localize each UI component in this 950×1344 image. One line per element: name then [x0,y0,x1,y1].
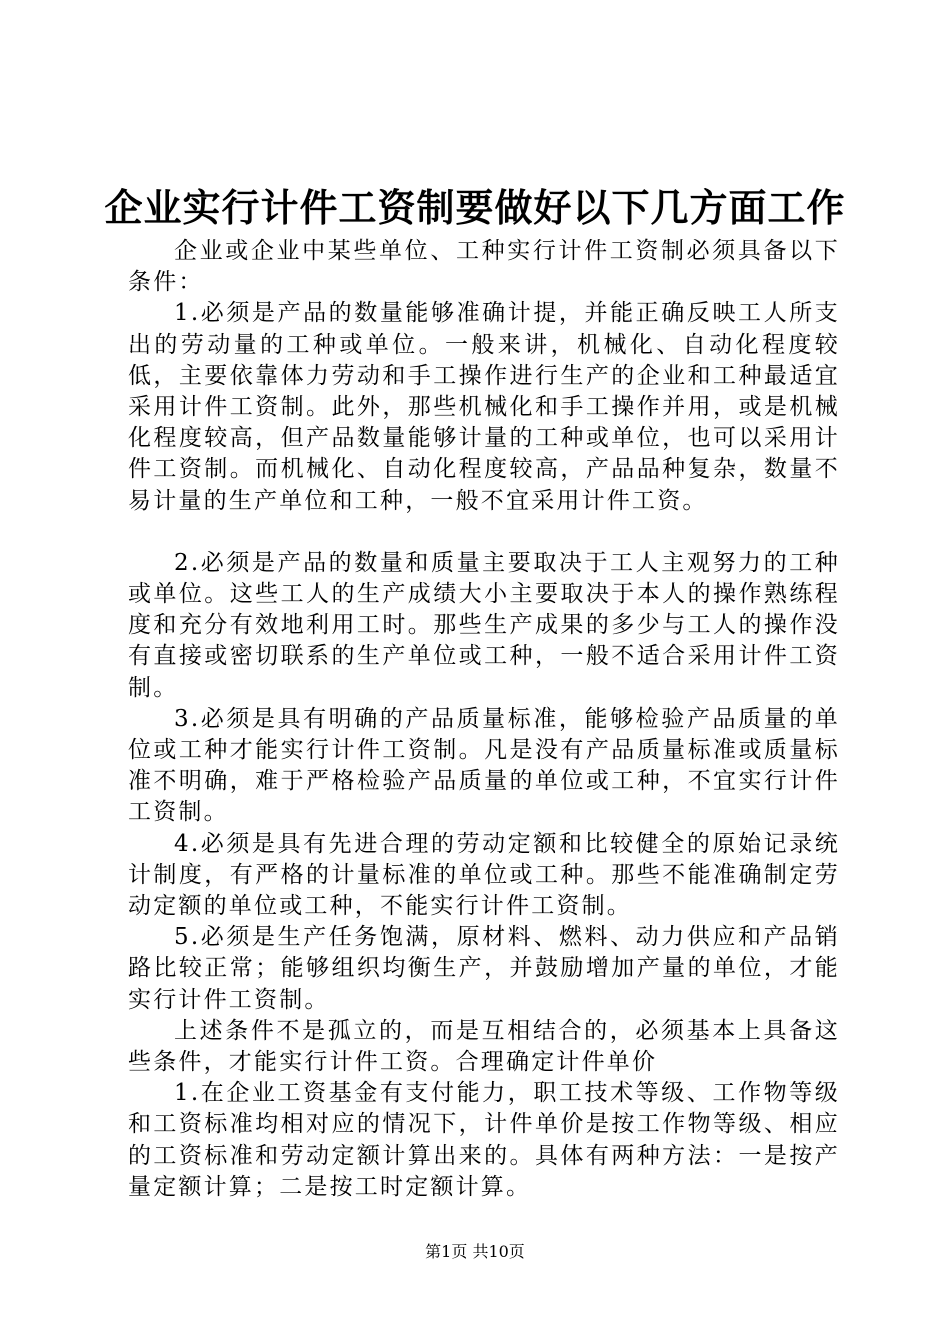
paragraph-unit-price-1: 1.在企业工资基金有支付能力，职工技术等级、工作物等级和工资标准均相对应的情况下，计件单价是按工作物等级、相应的工资标准和劳动定额计算出来的。具体有两种方法：一是按产量定额计算；二是按工时定额计算。 [128,1080,840,1200]
paragraph-condition-1: 1.必须是产品的数量能够准确计提，并能正确反映工人所支出的劳动量的工种或单位。一般来讲，机械化、自动化程度较低，主要依靠体力劳动和手工操作进行生产的企业和工种最适宜采用计件工资制。此外，那些机械化和手工操作并用，或是机械化程度较高，但产品数量能够计量的工种或单位，也可以采用计件工资制。而机械化、自动化程度较高，产品品种复杂，数量不易计量的生产单位和工种，一般不宜采用计件工资。 [128,300,840,514]
paragraph-summary: 上述条件不是孤立的，而是互相结合的，必须基本上具备这些条件，才能实行计件工资。合理确定计件单价 [128,1017,840,1076]
page-indicator: 第1页 共10页 [425,1242,525,1261]
paragraph-intro: 企业或企业中某些单位、工种实行计件工资制必须具备以下条件： [128,238,840,296]
paragraph-condition-3: 3.必须是具有明确的产品质量标准，能够检验产品质量的单位或工种才能实行计件工资制。凡是没有产品质量标准或质量标准不明确，难于严格检验产品质量的单位或工种，不宜实行计件工资制。 [128,705,840,826]
paragraph-condition-2: 2.必须是产品的数量和质量主要取决于工人主观努力的工种或单位。这些工人的生产成绩大小主要取决于本人的操作熟练程度和充分有效地利用工时。那些生产成果的多少与工人的操作没有直接或密切联系的生产单位或工种，一般不适合采用计件工资制。 [128,549,840,701]
document-title: 企业实行计件工资制要做好以下几方面工作 [104,185,846,230]
paragraph-condition-5: 5.必须是生产任务饱满，原材料、燃料、动力供应和产品销路比较正常；能够组织均衡生产，并鼓励增加产量的单位，才能实行计件工资制。 [128,924,840,1013]
paragraph-condition-4: 4.必须是具有先进合理的劳动定额和比较健全的原始记录统计制度，有严格的计量标准的单位或工种。那些不能准确制定劳动定额的单位或工种，不能实行计件工资制。 [128,830,840,920]
document-body [128,236,840,1203]
